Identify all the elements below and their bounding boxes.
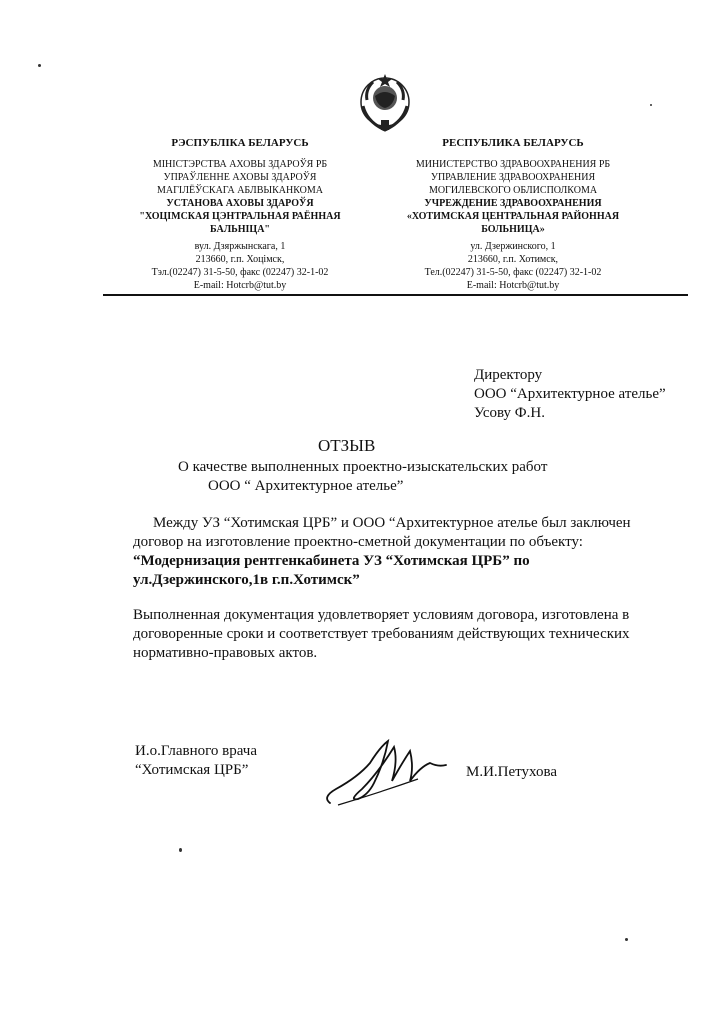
- para1-project-line-2: ул.Дзержинского,1в г.п.Хотимск”: [133, 572, 360, 588]
- signatory-title: И.о.Главного врача: [135, 743, 257, 759]
- email-be: E-mail: Hotcrb@tut.by: [193, 280, 287, 291]
- street-address-ru: ул. Дзержинского, 1: [470, 241, 556, 252]
- hospital-name-be-line2: БАЛЬНІЦА": [210, 224, 270, 235]
- hospital-name-ru-line2: БОЛЬНИЦА»: [481, 224, 545, 235]
- hospital-name-ru-line1: «ХОТИМСКАЯ ЦЕНТРАЛЬНАЯ РАЙОННАЯ: [406, 211, 620, 222]
- street-address-be: вул. Дзяржынскага, 1: [194, 241, 286, 252]
- hospital-name-be-line1: "ХОЦІМСКАЯ ЦЭНТРАЛЬНАЯ РАЁННАЯ: [139, 211, 341, 222]
- ministry-name-ru: МИНИСТЕРСТВО ЗДРАВООХРАНЕНИЯ РБ: [415, 159, 611, 170]
- city-address-be: 213660, г.п. Хоцімск,: [195, 254, 285, 265]
- state-emblem-icon: [357, 72, 413, 134]
- subject-line-1: О качестве выполненных проектно-изыскательских работ: [178, 459, 548, 475]
- header-divider: [103, 294, 688, 296]
- ministry-name-be: МІНІСТЭРСТВА АХОВЫ ЗДАРОЎЯ РБ: [152, 159, 328, 170]
- subject-line-2: ООО “ Архитектурное ателье”: [208, 478, 404, 494]
- handwritten-signature: [318, 733, 448, 813]
- signatory-organization: “Хотимская ЦРБ”: [135, 762, 249, 778]
- para1-project-line-1: “Модернизация рентгенкабинета УЗ “Хотимская ЦРБ” по: [133, 553, 530, 569]
- phones-ru: Тел.(02247) 31-5-50, факс (02247) 32-1-02: [424, 267, 602, 278]
- institution-type-ru: УЧРЕЖДЕНИЕ ЗДРАВООХРАНЕНИЯ: [424, 198, 602, 209]
- addressee-block: [474, 366, 666, 423]
- document-subject: [178, 458, 618, 496]
- executive-name-ru: МОГИЛЕВСКОГО ОБЛИСПОЛКОМА: [428, 185, 598, 196]
- scan-speck: [625, 938, 628, 941]
- scan-speck: [650, 104, 652, 106]
- header-left-column: [120, 137, 360, 292]
- institution-type-be: УСТАНОВА АХОВЫ ЗДАРОЎЯ: [166, 198, 314, 209]
- city-address-ru: 213660, г.п. Хотимск,: [467, 254, 559, 265]
- executive-name-be: МАГІЛЁЎСКАГА АБЛВЫКАНКОМА: [157, 185, 323, 196]
- country-name-ru: РЕСПУБЛИКА БЕЛАРУСЬ: [442, 137, 584, 149]
- signatory-position: [135, 742, 257, 780]
- para1-line-1: Между УЗ “Хотимская ЦРБ” и ООО “Архитектурное ателье был заключен: [153, 515, 631, 531]
- addressee-position: Директору: [474, 367, 543, 383]
- document-title: ОТЗЫВ: [318, 436, 376, 455]
- phones-be: Тэл.(02247) 31-5-50, факс (02247) 32-1-02: [151, 267, 329, 278]
- header-right-column: [378, 137, 648, 292]
- para2-line-2: договоренные сроки и соответствует требованиям действующих технических: [133, 626, 630, 642]
- addressee-company: ООО “Архитектурное ателье”: [474, 386, 666, 402]
- body-paragraph-2: [133, 606, 693, 663]
- para2-line-3: нормативно-правовых актов.: [133, 645, 318, 661]
- signatory-name: М.И.Петухова: [466, 764, 557, 780]
- para1-line-2: договор на изготовление проектно-сметной документации по объекту:: [133, 534, 583, 550]
- country-name-be: РЭСПУБЛІКА БЕЛАРУСЬ: [171, 137, 309, 149]
- para2-line-1: Выполненная документация удовлетворяет условиям договора, изготовлена в: [133, 607, 630, 623]
- department-name-ru: УПРАВЛЕНИЕ ЗДРАВООХРАНЕНИЯ: [430, 172, 596, 183]
- email-ru: E-mail: Hotcrb@tut.by: [466, 280, 560, 291]
- body-paragraph-1: [133, 514, 693, 590]
- scan-speck: [179, 848, 182, 852]
- department-name-be: УПРАЎЛЕННЕ АХОВЫ ЗДАРОЎЯ: [163, 172, 317, 183]
- addressee-name: Усову Ф.Н.: [474, 405, 545, 421]
- scan-speck: [38, 64, 41, 67]
